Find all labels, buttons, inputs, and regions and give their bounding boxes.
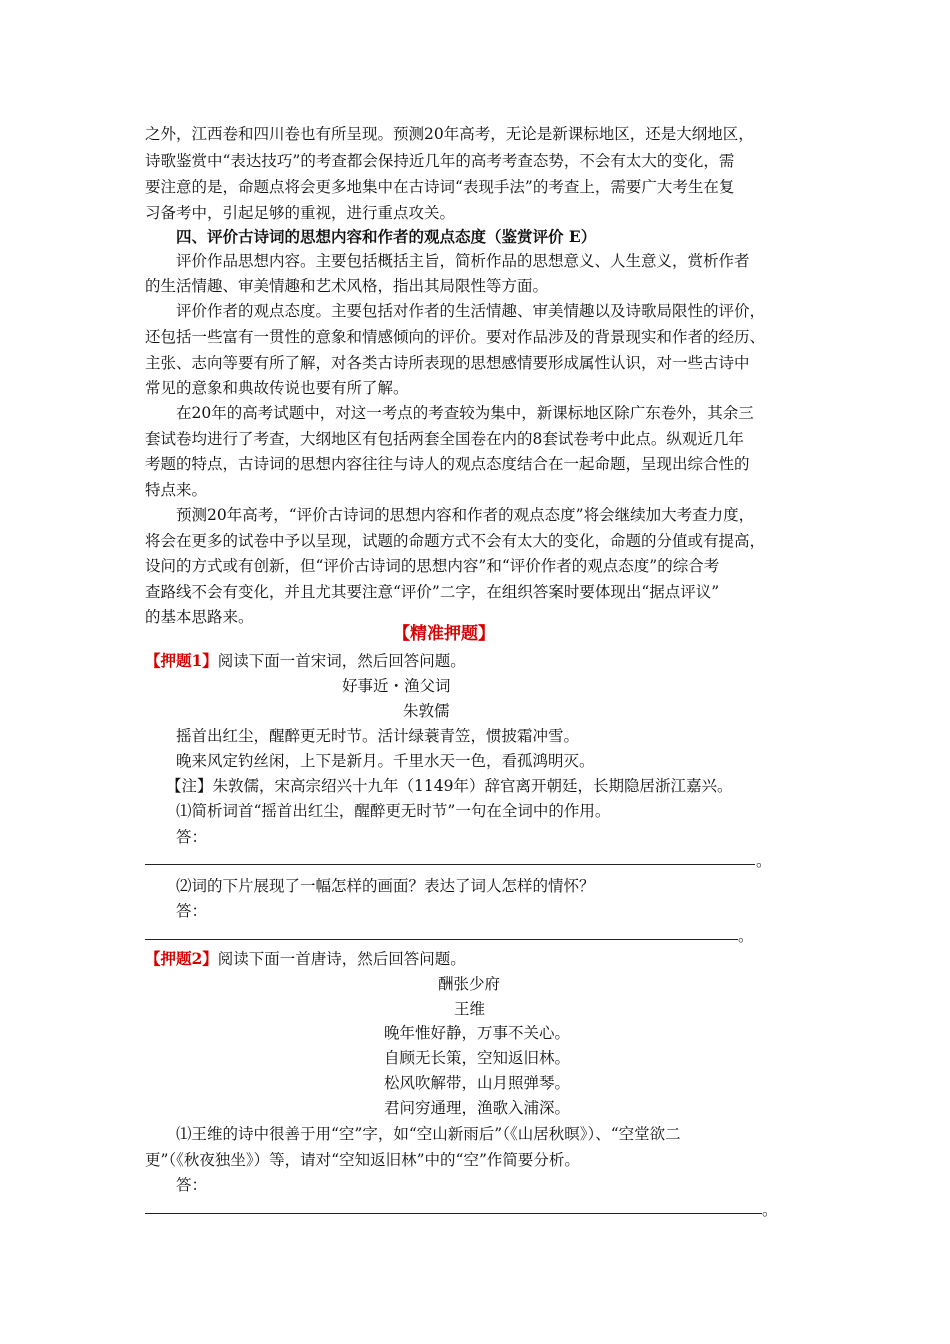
para1-line-1: 评价作品思想内容。主要包括概括主旨，简析作品的思想意义、人生意义，赏析作者 xyxy=(176,252,750,270)
q2-answer-end: 。 xyxy=(762,1201,778,1219)
q1-answer-line-1[interactable] xyxy=(145,864,755,865)
q2-poem-line-1: 晚年惟好静，万事不关心。 xyxy=(384,1024,571,1042)
q2-poem-line-2: 自顾无长策，空知返旧林。 xyxy=(384,1049,571,1067)
q1-poem-line-2: 晚来风定钓丝闲，上下是新月。千里水天一色，看孤鸿明灭。 xyxy=(176,752,595,770)
q2-poem-line-3: 松风吹解带，山月照弹琴。 xyxy=(384,1074,571,1092)
q1-prompt-line xyxy=(145,650,466,672)
q1-poem-title: 好事近・渔父词 xyxy=(342,677,451,695)
q2-answer-line[interactable] xyxy=(145,1213,762,1214)
q1-prompt: 阅读下面一首宋词，然后回答问题。 xyxy=(217,652,466,670)
q2-answer-label: 答： xyxy=(176,1176,208,1194)
para2-line-2: 还包括一些富有一贯性的意象和情感倾向的评价。要对作品涉及的背景现实和作者的经历、 xyxy=(145,328,766,346)
q1-poem-line-1: 摇首出红尘，醒醉更无时节。活计绿蓑青笠，惯披霜冲雪。 xyxy=(176,727,580,745)
q2-poem-line-4: 君问穷通理，渔歌入浦深。 xyxy=(384,1099,571,1117)
para4-line-3: 设问的方式或有创新，但“评价古诗词的思想内容”和“评价作者的观点态度”的综合考 xyxy=(145,557,720,575)
q1-answer-end-1: 。 xyxy=(756,852,772,870)
q2-poem-title: 酬张少府 xyxy=(438,975,501,993)
intro-line-3: 要注意的是，命题点将会更多地集中在古诗词“表现手法”的考查上，需要广大考生在复 xyxy=(145,178,735,196)
para1-line-2: 的生活情趣、审美情趣和艺术风格，指出其局限性等方面。 xyxy=(145,277,549,295)
q2-prompt: 阅读下面一首唐诗，然后回答问题。 xyxy=(217,950,466,968)
q2-poem-author: 王维 xyxy=(454,1000,486,1018)
q1-answer-label-2: 答： xyxy=(176,902,208,920)
para4-line-2: 将会在更多的试卷中予以呈现，试题的命题方式不会有太大的变化，命题的分值或有提高， xyxy=(145,532,766,550)
para2-line-4: 常见的意象和典故传说也要有所了解。 xyxy=(145,379,409,397)
q1-answer-end-2: 。 xyxy=(738,927,754,945)
intro-line-1: 之外，江西卷和四川卷也有所呈现。预测20年高考，无论是新课标地区，还是大纲地区， xyxy=(145,125,754,143)
intro-line-2: 诗歌鉴赏中“表达技巧”的考查都会保持近几年的高考考查态势，不会有太大的变化，需 xyxy=(145,152,735,170)
q1-tag: 【押题1】 xyxy=(145,651,218,670)
q2-tag: 【押题2】 xyxy=(145,949,218,968)
q2-sub1-line-1: ⑴王维的诗中很善于用“空”字，如“空山新雨后”（《山居秋暝》）、“空堂欲二 xyxy=(176,1125,681,1143)
q2-prompt-line xyxy=(145,948,466,970)
q1-answer-label-1: 答： xyxy=(176,828,208,846)
para4-line-4: 查路线不会有变化，并且尤其要注意“评价”二字，在组织答案时要体现出“据点评议” xyxy=(145,583,720,601)
q1-sub1: ⑴简析词首“摇首出红尘，醒醉更无时节”一句在全词中的作用。 xyxy=(176,802,611,820)
intro-line-4: 习备考中，引起足够的重视，进行重点攻关。 xyxy=(145,204,456,222)
para2-line-1: 评价作者的观点态度。主要包括对作者的生活情趣、审美情趣以及诗歌局限性的评价， xyxy=(176,302,766,320)
para3-line-1: 在20年的高考试题中，对这一考点的考查较为集中，新课标地区除广东卷外，其余三 xyxy=(176,404,754,422)
q1-note: 【注】朱敦儒，宋高宗绍兴十九年（1149年）辞官离开朝廷，长期隐居浙江嘉兴。 xyxy=(166,777,733,795)
para2-line-3: 主张、志向等要有所了解，对各类古诗所表现的思想感情要形成属性认识，对一些古诗中 xyxy=(145,354,750,372)
para3-line-3: 考题的特点，古诗词的思想内容往往与诗人的观点态度结合在一起命题，呈现出综合性的 xyxy=(145,455,750,473)
q1-sub2: ⑵词的下片展现了一幅怎样的画面？表达了词人怎样的情怀？ xyxy=(176,877,595,895)
q1-poem-author: 朱敦儒 xyxy=(403,702,450,720)
section-title: 【精准押题】 xyxy=(393,624,495,644)
para3-line-4: 特点来。 xyxy=(145,481,208,499)
para4-line-5: 的基本思路来。 xyxy=(145,608,254,626)
q1-answer-line-2[interactable] xyxy=(145,939,738,940)
para3-line-2: 套试卷均进行了考查，大纲地区有包括两套全国卷在内的8套试卷考中此点。纵观近几年 xyxy=(145,430,744,448)
para4-line-1: 预测20年高考，“评价古诗词的思想内容和作者的观点态度”将会继续加大考查力度， xyxy=(176,506,755,524)
q2-sub1-line-2: 更”（《秋夜独坐》）等，请对“空知返旧林”中的“空”作简要分析。 xyxy=(145,1151,580,1169)
section-heading: 四、评价古诗词的思想内容和作者的观点态度（鉴赏评价 E） xyxy=(176,227,597,246)
